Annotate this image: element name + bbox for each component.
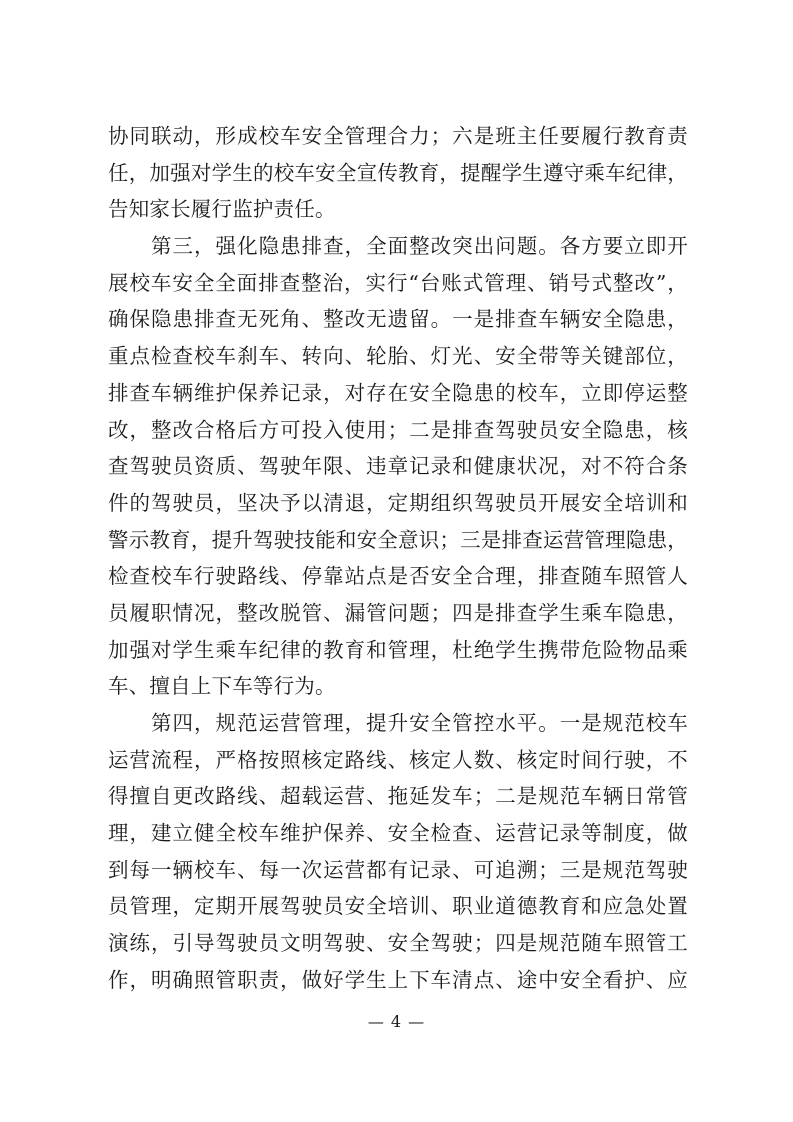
text-line: 员履职情况，整改脱管、漏管问题；四是排查学生乘车隐患， [108,600,688,625]
text-line: 协同联动，形成校车安全管理合力；六是班主任要履行教育责 [108,124,688,148]
text-line: 任，加强对学生的校车安全宣传教育，提醒学生遵守乘车纪律， [108,160,688,185]
text-line: 重点检查校车刹车、转向、轮胎、灯光、安全带等关键部位， [108,344,688,369]
text-line: 作，明确照管职责，做好学生上下车清点、途中安全看护、应 [108,967,688,992]
text-line: 排查车辆维护保养记录，对存在安全隐患的校车，立即停运整 [108,380,688,405]
text-line: 车、擅自上下车等行为。 [108,674,336,699]
text-line: 告知家长履行监护责任。 [108,197,336,222]
text-line: 理，建立健全校车维护保养、安全检查、运营记录等制度，做 [108,821,688,846]
text-line: 改，整改合格后方可投入使用；二是排查驾驶员安全隐患，核 [108,417,688,442]
text-line: 演练，引导驾驶员文明驾驶、安全驾驶；四是规范随车照管工 [108,931,688,956]
text-line: 第三，强化隐患排查，全面整改突出问题。各方要立即开 [108,234,688,259]
text-line: 得擅自更改路线、超载运营、拖延发车；二是规范车辆日常管 [108,784,688,809]
text-line: 检查校车行驶路线、停靠站点是否安全合理，排查随车照管人 [108,564,688,589]
text-line: 件的驾驶员，坚决予以清退，定期组织驾驶员开展安全培训和 [108,490,688,515]
page-number: — 4 — [367,1012,426,1031]
body-text [108,118,688,999]
text-line: 查驾驶员资质、驾驶年限、违章记录和健康状况，对不符合条 [108,454,688,479]
text-line: 运营流程，严格按照核定路线、核定人数、核定时间行驶，不 [108,747,688,772]
text-line: 第四，规范运营管理，提升安全管控水平。一是规范校车 [108,711,688,735]
text-line: 员管理，定期开展驾驶员安全培训、职业道德教育和应急处置 [108,894,688,919]
text-line: 加强对学生乘车纪律的教育和管理，杜绝学生携带危险物品乘 [108,637,688,662]
text-line: 到每一辆校车、每一次运营都有记录、可追溯；三是规范驾驶 [108,857,688,882]
text-line: 警示教育，提升驾驶技能和安全意识；三是排查运营管理隐患， [108,527,688,552]
text-line: 确保隐患排查无死角、整改无遗留。一是排查车辆安全隐患， [108,307,688,332]
text-line: 展校车安全全面排查整治，实行“台账式管理、销号式整改”， [108,270,688,295]
